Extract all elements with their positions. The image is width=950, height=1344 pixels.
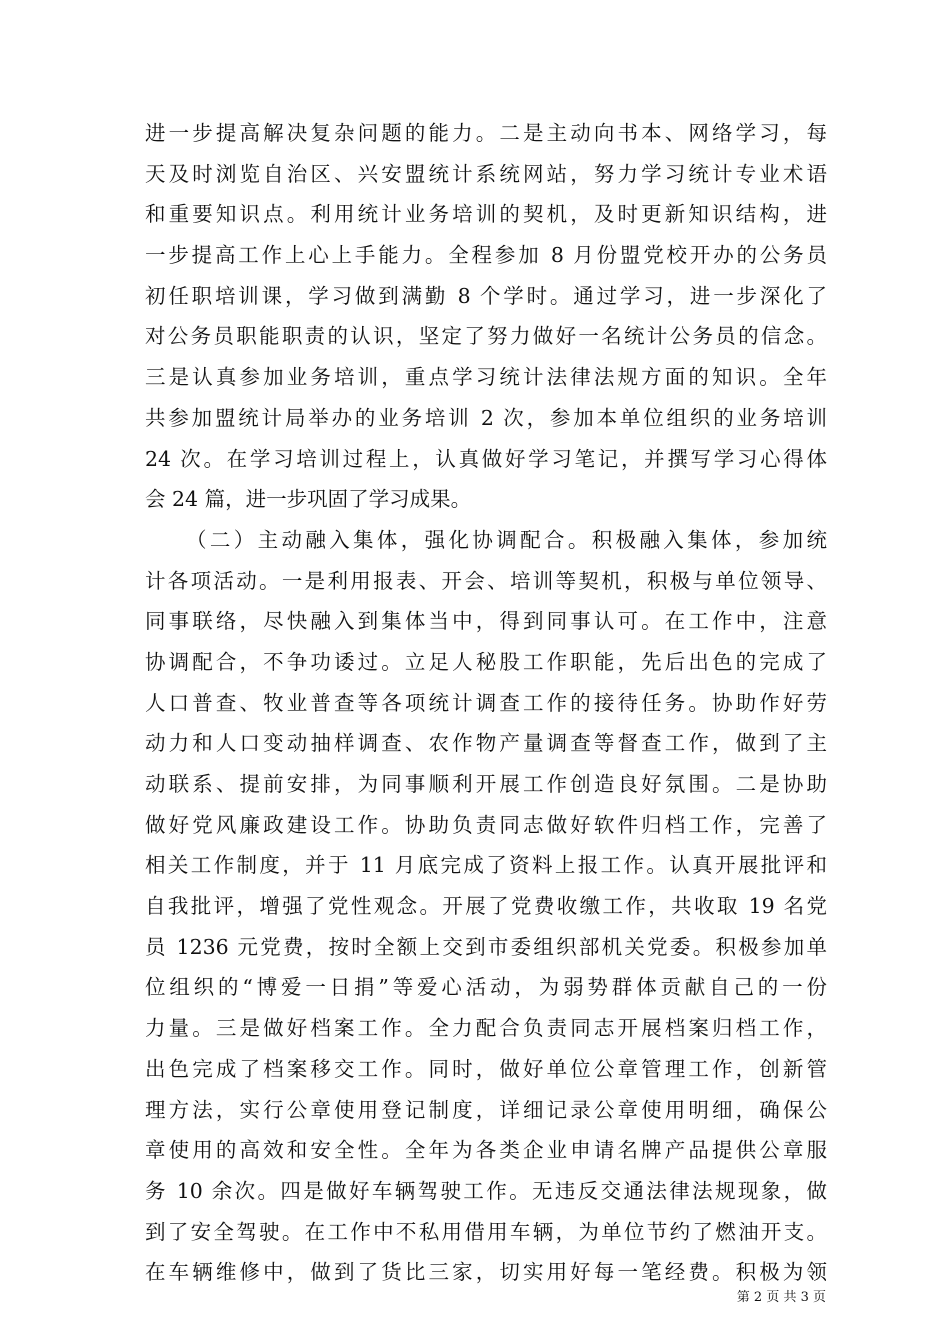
text-line: 人口普查、牧业普查等各项统计调查工作的接待任务。协助作好劳 [145, 690, 827, 715]
text-line: 章使用的高效和安全性。全年为各类企业申请名牌产品提供公章服 [145, 1138, 827, 1163]
text-line: 出色完成了档案移交工作。同时，做好单位公章管理工作，创新管 [145, 1056, 827, 1081]
text-line: 理方法，实行公章使用登记制度，详细记录公章使用明细，确保公 [145, 1097, 827, 1122]
text-line: 24 次。在学习培训过程上，认真做好学习笔记，并撰写学习心得体 [145, 446, 827, 471]
text-line: 同事联络，尽快融入到集体当中，得到同事认可。在工作中，注意 [145, 609, 827, 634]
text-line: 在车辆维修中，做到了货比三家，切实用好每一笔经费。积极为领 [145, 1260, 827, 1285]
text-line: 初任职培训课，学习做到满勤 8 个学时。通过学习，进一步深化了 [145, 283, 827, 308]
text-line: 和重要知识点。利用统计业务培训的契机，及时更新知识结构，进 [145, 202, 827, 227]
text-line: 共参加盟统计局举办的业务培训 2 次，参加本单位组织的业务培训 [145, 405, 827, 430]
text-line: 计各项活动。一是利用报表、开会、培训等契机，积极与单位领导、 [145, 568, 827, 593]
text-line: 进一步提高解决复杂问题的能力。二是主动向书本、网络学习，每 [145, 121, 827, 145]
text-line: 动联系、提前安排，为同事顺利开展工作创造良好氛围。二是协助 [145, 772, 827, 796]
text-line: 三是认真参加业务培训，重点学习统计法律法规方面的知识。全年 [145, 365, 827, 390]
text-line: 务 10 余次。四是做好车辆驾驶工作。无违反交通法律法规现象，做 [145, 1178, 827, 1203]
text-line: 天及时浏览自治区、兴安盟统计系统网站，努力学习统计专业术语 [145, 161, 827, 186]
text-line: 做好党风廉政建设工作。协助负责同志做好软件归档工作，完善了 [145, 812, 827, 837]
text-line: 对公务员职能职责的认识，坚定了努力做好一名统计公务员的信念。 [145, 324, 827, 349]
text-line: 相关工作制度，并于 11 月底完成了资料上报工作。认真开展批评和 [145, 853, 827, 878]
text-line: 力量。三是做好档案工作。全力配合负责同志开展档案归档工作， [145, 1016, 827, 1041]
page-number-footer: 第 2 页 共 3 页 [736, 1290, 826, 1305]
text-line: 动力和人口变动抽样调查、农作物产量调查等督查工作，做到了主 [145, 731, 827, 756]
text-line: 自我批评，增强了党性观念。开展了党费收缴工作，共收取 19 名党 [145, 894, 827, 919]
paragraph-end-line: 会 24 篇，进一步巩固了学习成果。 [145, 487, 472, 512]
document-body [145, 113, 827, 1293]
text-line: 位组织的“博爱一日捐”等爱心活动，为弱势群体贡献自己的一份 [145, 975, 827, 1000]
section-heading-line: （二）主动融入集体，强化协调配合。积极融入集体，参加统 [186, 527, 827, 552]
text-line: 员 1236 元党费，按时全额上交到市委组织部机关党委。积极参加单 [145, 934, 827, 959]
text-line: 到了安全驾驶。在工作中不私用借用车辆，为单位节约了燃油开支。 [145, 1219, 827, 1244]
text-line: 一步提高工作上心上手能力。全程参加 8 月份盟党校开办的公务员 [145, 243, 827, 268]
text-line: 协调配合，不争功诿过。立足人秘股工作职能，先后出色的完成了 [145, 649, 827, 674]
